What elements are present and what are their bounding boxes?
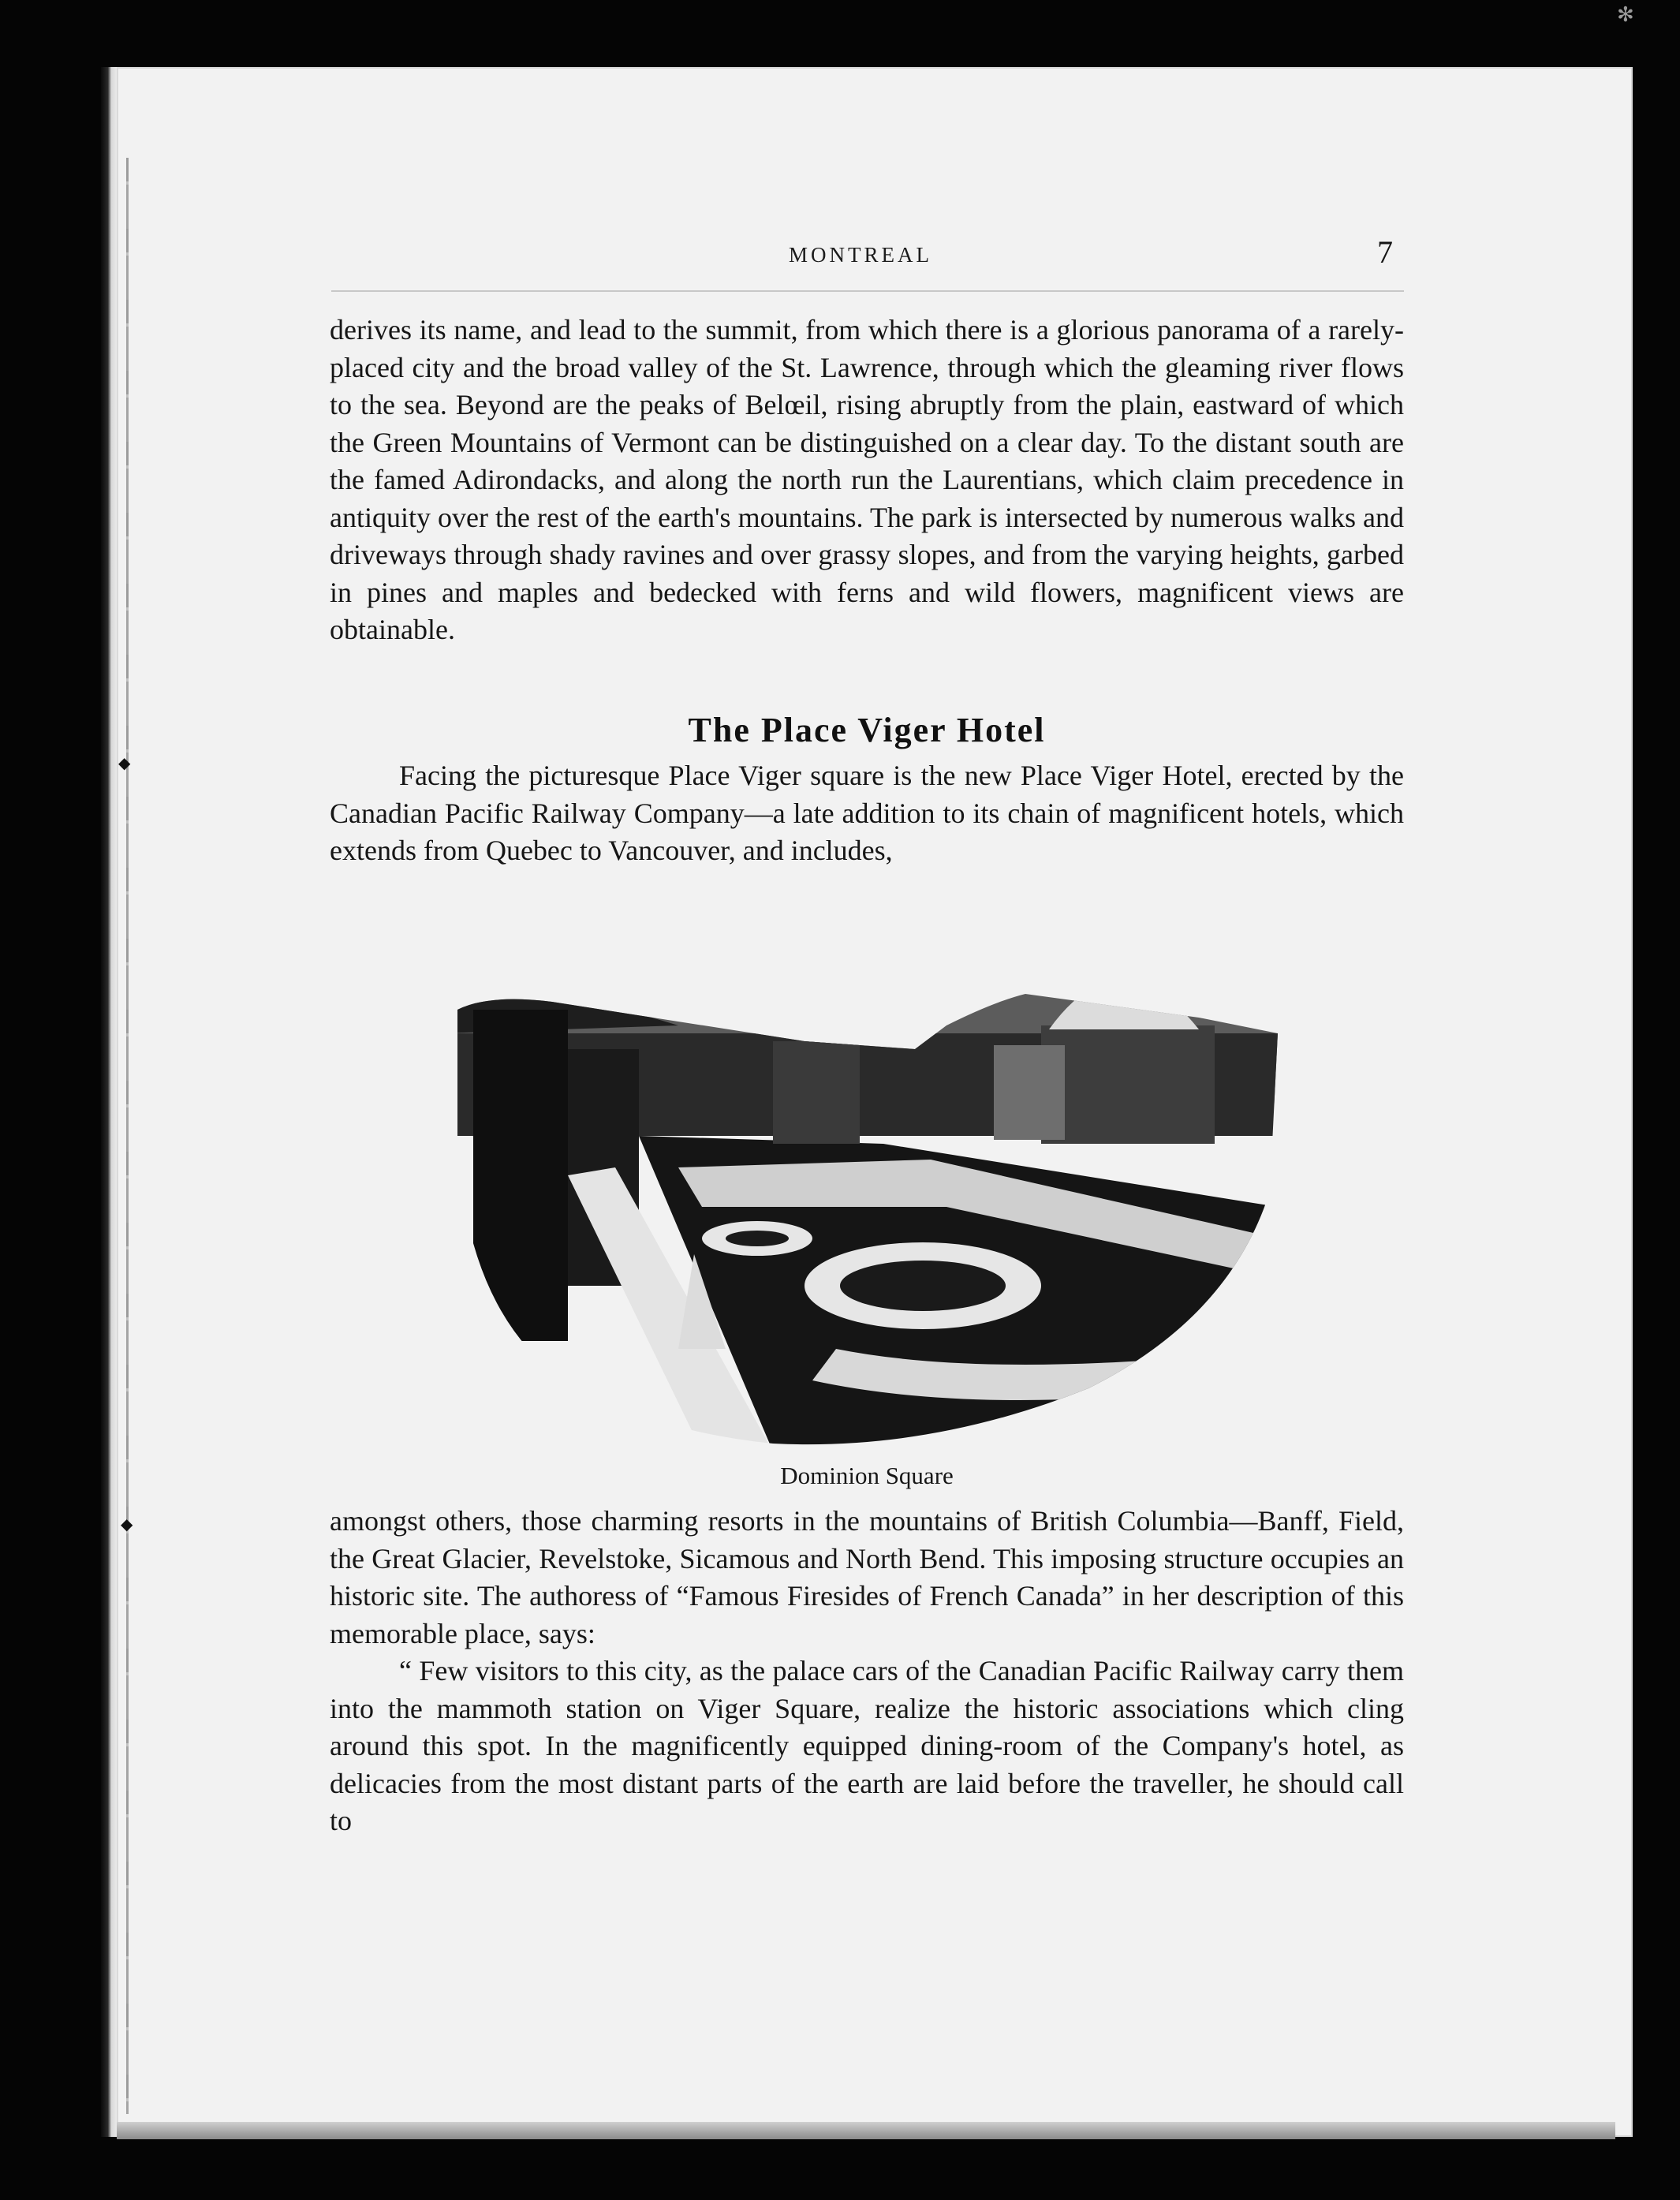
section-heading: The Place Viger Hotel xyxy=(688,711,1046,749)
body-text-bottom xyxy=(330,1503,1404,1840)
paragraph: Facing the picturesque Place Viger square is the new Place Viger Hotel, erected by the Canadian Pacific Railway Company—a late addition to its chain of magnificent hotels, which extends from Quebec to Vancouver, and includes, xyxy=(330,760,1404,866)
page-bottom-shadow xyxy=(117,2122,1615,2139)
scan-artifact-icon: ✻ xyxy=(1617,3,1634,26)
running-title: MONTREAL xyxy=(789,243,932,267)
binding-edge xyxy=(126,158,129,2114)
binding-arrow-icon: ◆ xyxy=(121,1516,133,1533)
dominion-square-photo xyxy=(442,907,1294,1459)
book-spine xyxy=(101,67,118,2137)
body-text-top xyxy=(330,312,1404,649)
page-number: 7 xyxy=(1377,234,1393,270)
photo-caption: Dominion Square xyxy=(780,1462,954,1489)
header-divider xyxy=(331,290,1404,292)
body-text-section xyxy=(330,757,1404,870)
paragraph: “ Few visitors to this city, as the palace cars of the Canadian Pacific Railway carry them into the mammoth station on Viger Square, realize the historic associations which cling around this spot. In the magnificently equipped dining-room of the Company's hotel, as delicacies from the most distant parts of the earth are laid before the traveller, he should call to xyxy=(330,1655,1404,1836)
binding-arrow-icon: ◆ xyxy=(118,755,131,772)
paragraph: derives its name, and lead to the summit, from which there is a glorious panorama of a rarely-placed city and the broad valley of the St. Lawrence, through which the gleaming river flows to the sea. Beyond are the peaks of Belœil, rising abruptly from the plain, eastward of which the Green Mountains of Vermont can be distinguished on a clear day. To the distant south are the famed Adirondacks, and along the north run the Laurentians, which claim precedence in antiquity over the rest of the earth's mountains. The park is intersected by numerous walks and driveways through shady ravines and over grassy slopes, and from the varying heights, garbed in pines and maples and bedecked with ferns and wild flowers, magnificent views are obtainable. xyxy=(330,314,1404,645)
paragraph: amongst others, those charming resorts in the mountains of British Columbia—Banff, Field, the Great Glacier, Revelstoke, Sicamous and North Bend. This imposing structure occupies an historic site. The authoress of “Famous Firesides of French Canada” in her description of this memorable place, says: xyxy=(330,1505,1404,1649)
